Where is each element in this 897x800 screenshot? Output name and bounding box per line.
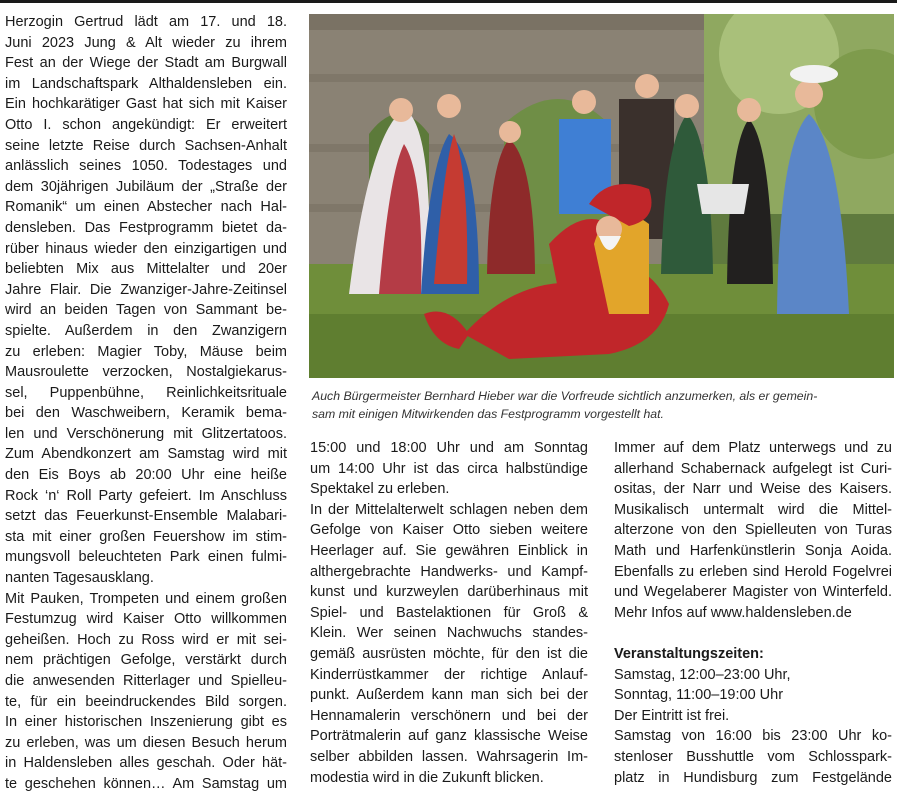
text-line: dem 30jährigen Jubiläum der „Straße der [5, 178, 287, 195]
text-line: gemäß ausrüsten möchte, für den ist die [310, 645, 588, 662]
text-line: Porträtmalerin auf ganz klassische Weise [310, 728, 588, 745]
text-line: geheißen. Hoch zu Ross wird er mit sei- [5, 631, 287, 648]
schedule-line: Sonntag, 11:00–19:00 Uhr [614, 687, 784, 704]
text-line: den Eis Boys ab 20:00 Uhr eine heiße [5, 467, 287, 484]
text-line: anlässlich seines 1050. Todestages und [5, 158, 287, 175]
caption-line: sam mit einigen Mitwirkenden das Festprogramm vorgestellt hat. [312, 407, 664, 421]
text-line: selber abbilden lassen. Wahrsagerin Im- [310, 748, 588, 765]
text-line: modestia wird in die Zukunft blicken. [310, 769, 544, 786]
text-line: in Haldensleben alles geschah. Oder hät- [5, 755, 287, 772]
schedule-line: Samstag von 16:00 bis 23:00 Uhr ko- [614, 728, 892, 745]
text-line: Mehr Infos auf www.haldensleben.de [614, 604, 852, 621]
text-line: Mausroulette verzocken, Nostalgiekarus- [5, 364, 287, 381]
schedule-line: stenloser Busshuttle vom Schlosspark- [614, 748, 892, 765]
article-column-2 [310, 438, 588, 788]
schedule-line: platz in Hundisburg zum Festgelände [614, 769, 892, 786]
text-line: Ein hochkarätiger Gast hat sich mit Kaiser [5, 96, 287, 113]
text-line: Kinderrüstkammer der richtige Anlauf- [310, 666, 588, 683]
text-line: Zum Abendkonzert am Samstag wird mit [5, 446, 287, 463]
text-line: zu erleben: Magier Toby, Mäuse beim [5, 343, 287, 360]
schedule-line: Samstag, 12:00–23:00 Uhr, [614, 666, 791, 683]
text-line: Hennamalerin verschönern und bei der [310, 707, 588, 724]
text-line: rüber hinaus wieder den einzigartigen und [5, 240, 287, 257]
text-line: und Wegelaberer Magister von Winterfeld. [614, 584, 892, 601]
top-rule [0, 0, 897, 3]
text-line: Romanik“ um einen Abstecher nach Hal- [5, 199, 287, 216]
text-line: Festumzug wird Kaiser Otto willkommen [5, 611, 287, 628]
text-line: spielte. Außerdem in den Zwanzigern [5, 322, 287, 339]
text-line: sta mit einer großen Feuershow im stim- [5, 528, 287, 545]
text-line: setzt das Feuerkunst-Ensemble Malabari- [5, 508, 287, 525]
text-line: alterzone von den Spielleuten von Turas [614, 522, 892, 539]
text-line: mungsvoll beleuchteten Park einen fulmi- [5, 549, 287, 566]
text-line: Klein. Wer seinen Nachwuchs standes- [310, 625, 588, 642]
text-line: ositas, der Narr und Weise des Kaisers. [614, 481, 892, 498]
text-line: Otto I. schon angekündigt: Er erweitert [5, 116, 287, 133]
text-line: allerhand Schabernack aufgelegt ist Curi- [614, 460, 892, 477]
text-line: Gefolge von Kaiser Otto sieben weitere [310, 522, 588, 539]
text-line: seine letzte Reise durch Sachsen-Anhalt [5, 137, 287, 154]
text-line: Immer auf dem Platz unterwegs und zu [614, 440, 892, 456]
schedule-line: Der Eintritt ist frei. [614, 707, 730, 724]
text-line: In der Mittelalterwelt schlagen neben dem [310, 501, 588, 518]
text-line: kunst und kurzweylen darüberhinaus mit [310, 584, 588, 601]
text-line: te, für ein beeindruckendes Bild sorgen. [5, 693, 287, 710]
text-line: beliebten Mix aus Mittelalter und 20er [5, 261, 287, 278]
text-line: Heerlager auf. Sie gewähren Einblick in [310, 542, 588, 559]
text-line: zu erleben, was um diesen Besuch herum [5, 734, 287, 751]
text-line: densleben. Das Festprogramm bietet da- [5, 219, 287, 236]
text-line: Rock ‘n‘ Roll Party gefeiert. Im Anschluss [5, 487, 287, 504]
schedule-heading: Veranstaltungszeiten: [614, 645, 764, 662]
text-line: Jahre Flair. Die Zwanziger-Jahre-Zeitinsel [5, 281, 287, 298]
text-line: bei den Waschweibern, Keramik bema- [5, 405, 287, 422]
article-column-3 [614, 438, 892, 788]
article-column-1 [5, 12, 287, 795]
text-line: nem prächtigen Gefolge, verstärkt durch [5, 652, 287, 669]
text-line: Math und Harfenkünstlerin Sonja Aoida. [614, 542, 892, 559]
text-line: nanten Tagesausklang. [5, 570, 154, 587]
caption-line: Auch Bürgermeister Bernhard Hieber war die Vorfreude sichtlich anzumerken, als er gemein- [312, 389, 818, 403]
text-line: im Landschaftspark Althaldensleben ein. [5, 75, 287, 92]
closing-paragraph [614, 438, 892, 623]
text-line: sel, Puppenbühne, Reinlichkeitsrituale [5, 384, 287, 401]
text-line: Ebenfalls zu erleben sind Herold Fogelvrei [614, 563, 892, 580]
text-line: Musikalisch untermalt wird die Mittel- [614, 501, 892, 518]
text-line: te geschehen können… Am Samstag um [5, 775, 287, 792]
text-line: punkt. Außerdem kann man sich bei der [310, 687, 588, 704]
festival-photo [309, 14, 894, 378]
text-line: Juni 2023 Jung & Alt wieder zu ihrem [5, 34, 287, 51]
text-line: len und Verschönerung mit Glitzertatoos. [5, 425, 287, 442]
text-line: Spiel- und Bastelaktionen für Groß & [310, 604, 588, 621]
text-line: althergebrachte Handwerks- und Kampf- [310, 563, 588, 580]
text-line: Spektakel zu erleben. [310, 481, 450, 498]
text-line: Mit Pauken, Trompeten und einem großen [5, 590, 287, 607]
text-line: die anwesenden Ritterlager und Spielleu- [5, 673, 287, 689]
text-line: um 14:00 Uhr ist das circa halbstündige [310, 460, 588, 477]
text-line: In einer historischen Inszenierung gibt es [5, 714, 287, 731]
text-line: 15:00 und 18:00 Uhr und am Sonntag [310, 440, 588, 456]
photo-caption [312, 387, 888, 423]
text-line: Fest an der Wiege der Stadt am Burgwall [5, 55, 287, 72]
text-line: Herzogin Gertrud lädt am 17. und 18. [5, 14, 287, 30]
text-line: wird an beiden Tagen von Sammant be- [5, 302, 287, 319]
